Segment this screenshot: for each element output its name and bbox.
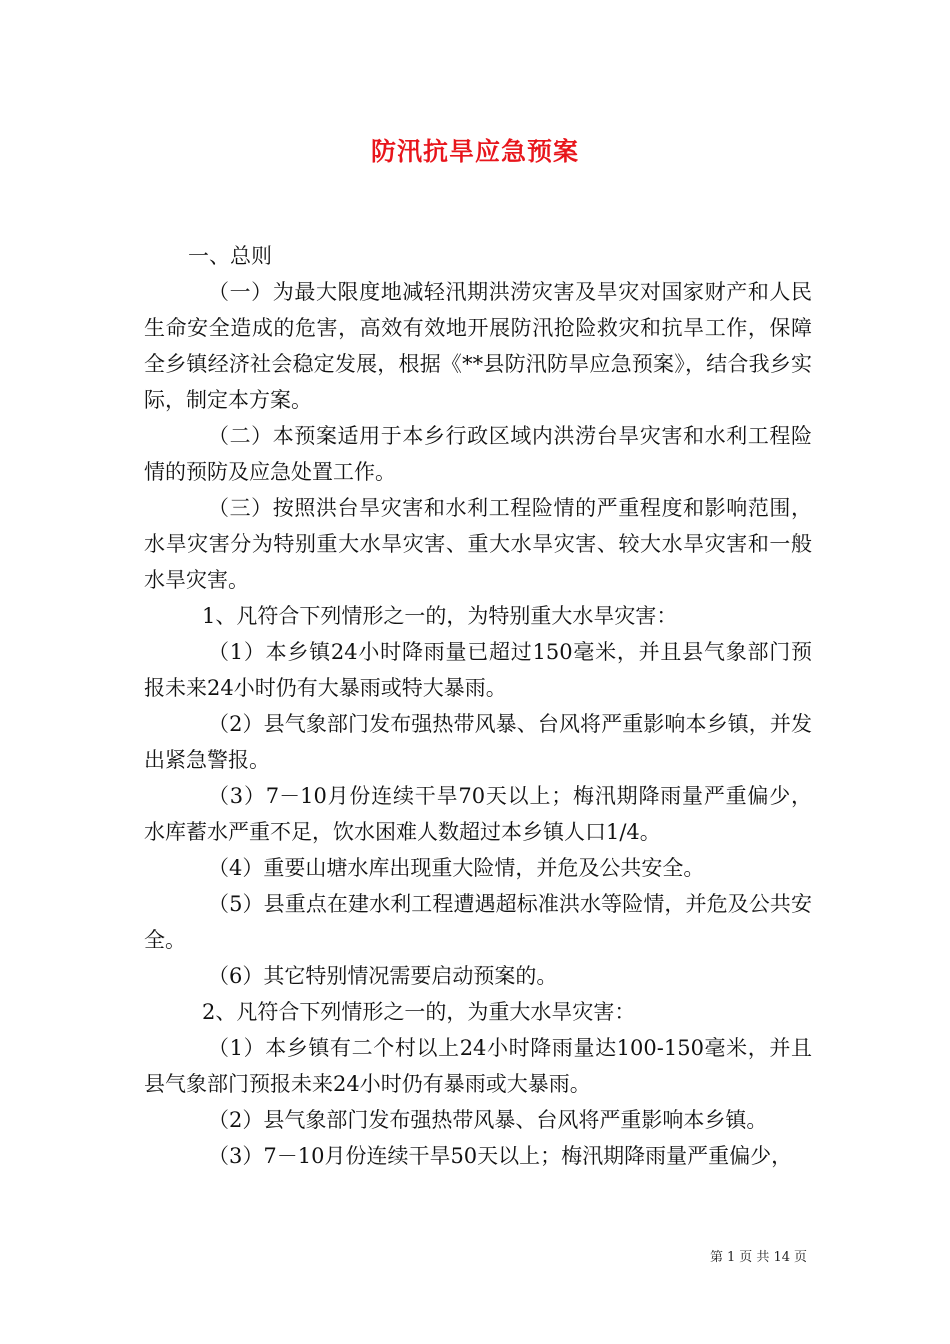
footer-prefix: 第 (710, 1250, 724, 1265)
section-heading: 一、总则 (188, 244, 272, 268)
list-item: （4）重要山塘水库出现重大险情，并危及公共安全。 (208, 856, 705, 880)
paragraph: （三）按照洪台旱灾害和水利工程险情的严重程度和影响范围，水旱灾害分为特别重大水旱灾害、重大水旱灾害、较大水旱灾害和一般水旱灾害。 (144, 496, 812, 592)
list-item: （2）县气象部门发布强热带风暴、台风将严重影响本乡镇。 (208, 1108, 768, 1132)
list-item: （1）本乡镇24小时降雨量已超过150毫米，并且县气象部门预报未来24小时仍有大暴雨或特大暴雨。 (144, 640, 812, 700)
footer-current-page: 1 (727, 1250, 736, 1265)
paragraph: （一）为最大限度地减轻汛期洪涝灾害及旱灾对国家财产和人民生命安全造成的危害，高效有效地开展防汛抢险救灾和抗旱工作，保障全乡镇经济社会稳定发展，根据《**县防汛防旱应急预案》，结合我乡实际，制定本方案。 (144, 280, 812, 412)
subsection-heading: 2、凡符合下列情形之一的，为重大水旱灾害： (202, 1000, 636, 1024)
page-footer (708, 1246, 809, 1265)
footer-total-pages: 14 (773, 1250, 790, 1265)
list-item: （3）7－10月份连续干旱50天以上；梅汛期降雨量严重偏少， (208, 1144, 793, 1168)
footer-suffix: 页 (793, 1250, 807, 1265)
document-body (144, 238, 812, 1174)
list-item: （3）7－10月份连续干旱70天以上；梅汛期降雨量严重偏少，水库蓄水严重不足，饮水困难人数超过本乡镇人口1/4。 (144, 784, 812, 844)
footer-middle: 页 共 (739, 1250, 770, 1265)
list-item: （5）县重点在建水利工程遭遇超标准洪水等险情，并危及公共安全。 (144, 892, 812, 952)
list-item: （6）其它特别情况需要启动预案的。 (208, 964, 558, 988)
page-title: 防汛抗旱应急预案 (370, 137, 579, 166)
list-item: （1）本乡镇有二个村以上24小时降雨量达100-150毫米，并且县气象部门预报未来24小时仍有暴雨或大暴雨。 (144, 1036, 812, 1096)
subsection-heading: 1、凡符合下列情形之一的，为特别重大水旱灾害： (202, 604, 678, 628)
paragraph: （二）本预案适用于本乡行政区域内洪涝台旱灾害和水利工程险情的预防及应急处置工作。 (144, 424, 812, 484)
list-item: （2）县气象部门发布强热带风暴、台风将严重影响本乡镇，并发出紧急警报。 (144, 712, 812, 772)
